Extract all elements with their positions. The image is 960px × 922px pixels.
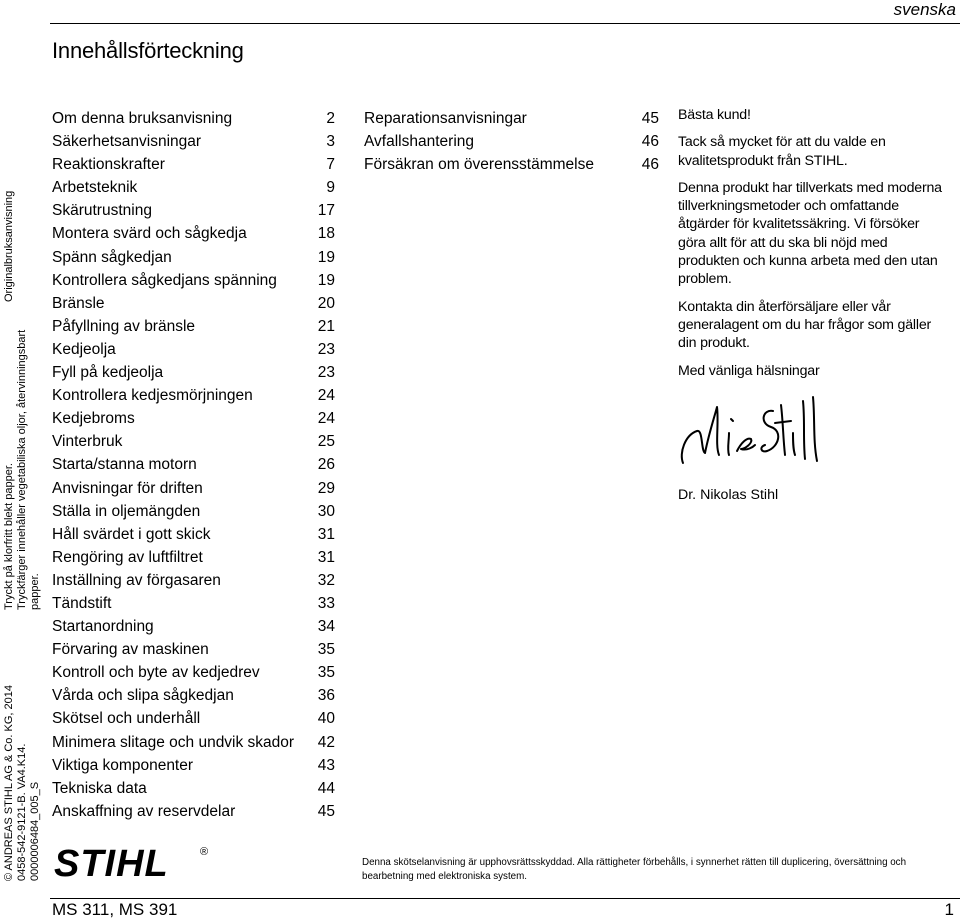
toc-column-1 bbox=[52, 107, 335, 823]
toc-entry-title: Startanordning bbox=[52, 618, 154, 636]
sidebar-copyright: © ANDREAS STIHL AG & Co. KG, 2014 0458-542-9121-B. VA4.K14. 0000006484_005_S bbox=[3, 685, 41, 881]
toc-entry-title: Skärutrustning bbox=[52, 202, 152, 220]
toc-entry bbox=[52, 222, 335, 245]
toc-entry-title: Tekniska data bbox=[52, 779, 147, 797]
toc-entry-page: 45 bbox=[317, 802, 335, 820]
toc-entry-page: 45 bbox=[641, 110, 659, 127]
toc-entry-title: Spänn sågkedjan bbox=[52, 248, 172, 266]
toc-entry-page: 34 bbox=[317, 618, 335, 636]
edition-label: Originalbruksanvisning bbox=[3, 190, 15, 302]
toc-entry-page: 30 bbox=[317, 502, 335, 520]
toc-entry-page: 19 bbox=[317, 248, 335, 266]
toc-entry-page: 25 bbox=[317, 433, 335, 451]
toc-entry-page: 44 bbox=[317, 779, 335, 797]
toc-entry bbox=[52, 338, 335, 361]
toc-entry-title: Starta/stanna motorn bbox=[52, 456, 197, 474]
toc-entry-title: Ställa in oljemängden bbox=[52, 502, 201, 520]
toc-entry-title: Vårda och slipa sågkedjan bbox=[52, 687, 234, 705]
toc-entry-title: Försäkran om överensstämmelse bbox=[364, 156, 594, 174]
toc-entry-page: 18 bbox=[317, 225, 335, 243]
toc-entry-page: 17 bbox=[317, 202, 335, 220]
toc-entry-title: Vinterbruk bbox=[52, 433, 123, 451]
toc-entry-page: 42 bbox=[317, 733, 335, 751]
toc-entry-title: Säkerhetsanvisningar bbox=[52, 133, 202, 151]
toc-entry bbox=[52, 615, 335, 638]
letter-closing: Med vänliga hälsningar bbox=[678, 362, 820, 379]
toc-entry bbox=[52, 407, 335, 430]
toc-entry-page: 9 bbox=[326, 179, 335, 197]
letter-paragraph: Denna produkt har tillverkats med moderna tillverkningsmetoder och omfattande åtgärder för kvalitetssäkring. Vi försöker göra allt för att du ska bli nöjd med produkten och kunna arbeta med den utan problem. bbox=[678, 179, 942, 288]
page-title: Innehållsförteckning bbox=[52, 38, 244, 63]
toc-entry-title: Kedjeolja bbox=[52, 340, 116, 358]
toc-entry-page: 29 bbox=[317, 479, 335, 497]
toc-entry bbox=[52, 477, 335, 500]
toc-entry-page: 32 bbox=[317, 571, 335, 589]
toc-entry-page: 40 bbox=[317, 710, 335, 728]
toc-entry bbox=[52, 269, 335, 292]
toc-entry-title: Håll svärdet i gott skick bbox=[52, 525, 211, 543]
toc-entry-title: Påfyllning av bränsle bbox=[52, 317, 196, 335]
toc-entry-title: Arbetsteknik bbox=[52, 179, 138, 197]
toc-entry bbox=[52, 592, 335, 615]
toc-entry-page: 21 bbox=[317, 317, 335, 335]
toc-entry bbox=[52, 731, 335, 754]
toc-entry-title: Inställning av förgasaren bbox=[52, 571, 221, 589]
toc-entry bbox=[52, 800, 335, 823]
toc-entry-title: Kontrollera kedjesmörjningen bbox=[52, 387, 253, 405]
toc-column-2 bbox=[364, 107, 659, 176]
toc-entry bbox=[52, 315, 335, 338]
toc-entry-page: 26 bbox=[317, 456, 335, 474]
signer-name: Dr. Nikolas Stihl bbox=[678, 487, 779, 503]
copyright-notice: Denna skötselanvisning är upphovsrättsskyddad. Alla rättigheter förbehålls, i synnerhet rätten till duplicering, översättning och bearbetning med elektroniska system. bbox=[362, 857, 907, 882]
toc-entry bbox=[52, 661, 335, 684]
toc-entry-page: 46 bbox=[641, 156, 659, 174]
toc-entry-page: 2 bbox=[326, 110, 335, 127]
toc-entry bbox=[52, 292, 335, 315]
svg-text:STIHL: STIHL bbox=[54, 843, 169, 882]
toc-entry-title: Minimera slitage och undvik skador bbox=[52, 733, 295, 751]
toc-entry-page: 24 bbox=[317, 387, 335, 405]
toc-entry-title: Förvaring av maskinen bbox=[52, 641, 209, 659]
toc-entry-page: 20 bbox=[317, 294, 335, 312]
toc-entry-title: Tändstift bbox=[52, 594, 112, 612]
toc-entry bbox=[52, 361, 335, 384]
toc-entry bbox=[52, 754, 335, 777]
toc-entry-title: Reparationsanvisningar bbox=[364, 110, 527, 127]
toc-entry-page: 31 bbox=[317, 548, 335, 566]
toc-entry-title: Anskaffning av reservdelar bbox=[52, 802, 236, 820]
toc-entry-page: 23 bbox=[317, 340, 335, 358]
toc-entry bbox=[52, 130, 335, 153]
toc-entry bbox=[52, 684, 335, 707]
bottom-divider bbox=[50, 898, 960, 899]
toc-entry bbox=[52, 523, 335, 546]
vertical-sidebar bbox=[0, 0, 50, 922]
toc-entry-page: 46 bbox=[641, 133, 659, 151]
toc-entry-title: Skötsel och underhåll bbox=[52, 710, 201, 728]
toc-entry bbox=[364, 153, 659, 176]
letter-paragraph: Kontakta din återförsäljare eller vår generalagent om du har frågor som gäller din produkt. bbox=[678, 298, 932, 352]
top-divider bbox=[50, 23, 960, 24]
toc-entry-title: Viktiga komponenter bbox=[52, 756, 194, 774]
toc-entry bbox=[52, 777, 335, 800]
paper-note: Tryckt på klorfritt blekt papper. Tryckfärger innehåller vegetabiliska oljor, återvinningsbart papper. bbox=[3, 329, 41, 610]
toc-entry bbox=[364, 107, 659, 130]
toc-entry-title: Kontroll och byte av kedjedrev bbox=[52, 664, 260, 682]
toc-entry-page: 19 bbox=[317, 271, 335, 289]
toc-entry-title: Anvisningar för driften bbox=[52, 479, 203, 497]
toc-entry-page: 35 bbox=[317, 641, 335, 659]
toc-entry bbox=[52, 546, 335, 569]
toc-entry bbox=[52, 246, 335, 269]
toc-entry-page: 35 bbox=[317, 664, 335, 682]
toc-entry-title: Om denna bruksanvisning bbox=[52, 110, 233, 127]
stihl-logo bbox=[52, 842, 212, 882]
toc-entry bbox=[52, 707, 335, 730]
toc-entry-title: Bränsle bbox=[52, 294, 105, 312]
toc-entry bbox=[52, 153, 335, 176]
letter-paragraph: Tack så mycket för att du valde en kvalitetsprodukt från STIHL. bbox=[678, 134, 886, 169]
toc-entry bbox=[364, 130, 659, 153]
toc-entry bbox=[52, 176, 335, 199]
customer-letter bbox=[678, 106, 950, 392]
toc-entry-page: 3 bbox=[326, 133, 335, 151]
toc-entry-page: 7 bbox=[326, 156, 335, 174]
toc-entry bbox=[52, 500, 335, 523]
handwritten-signature bbox=[675, 393, 825, 479]
toc-entry bbox=[52, 384, 335, 407]
toc-entry bbox=[52, 569, 335, 592]
toc-entry bbox=[52, 453, 335, 476]
letter-salutation: Bästa kund! bbox=[678, 107, 751, 123]
toc-entry-title: Reaktionskrafter bbox=[52, 156, 165, 174]
toc-entry-title: Rengöring av luftfiltret bbox=[52, 548, 203, 566]
toc-entry bbox=[52, 199, 335, 222]
toc-entry-title: Fyll på kedjeolja bbox=[52, 364, 164, 382]
page-number: 1 bbox=[944, 900, 954, 919]
toc-entry bbox=[52, 107, 335, 130]
model-label: MS 311, MS 391 bbox=[52, 900, 178, 919]
toc-entry-title: Montera svärd och sågkedja bbox=[52, 225, 247, 243]
toc-entry-page: 33 bbox=[317, 594, 335, 612]
toc-entry-title: Avfallshantering bbox=[364, 133, 475, 151]
toc-entry-page: 43 bbox=[317, 756, 335, 774]
toc-entry-page: 31 bbox=[317, 525, 335, 543]
toc-entry-page: 23 bbox=[317, 364, 335, 382]
toc-entry bbox=[52, 638, 335, 661]
toc-entry bbox=[52, 430, 335, 453]
toc-entry-title: Kontrollera sågkedjans spänning bbox=[52, 271, 277, 289]
toc-entry-title: Kedjebroms bbox=[52, 410, 135, 428]
toc-entry-page: 24 bbox=[317, 410, 335, 428]
toc-entry-page: 36 bbox=[317, 687, 335, 705]
language-label: svenska bbox=[893, 0, 956, 19]
svg-text:®: ® bbox=[200, 846, 209, 858]
